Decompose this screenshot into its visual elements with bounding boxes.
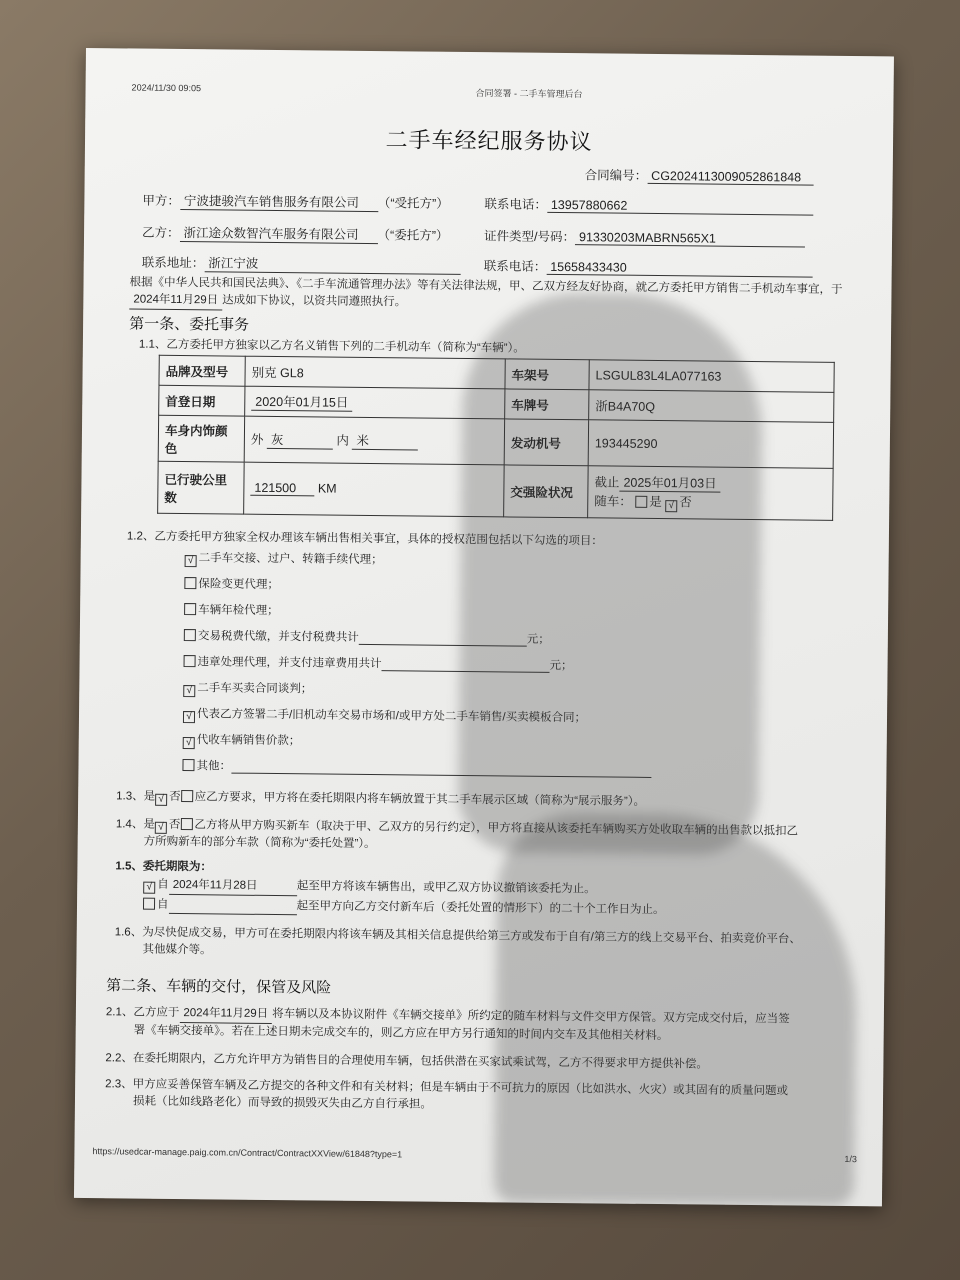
insurance-cell [588,466,834,521]
party-b-phone-label: 联系电话： [483,259,547,274]
clause-1-6 [114,924,854,966]
option-sign-contract-checkbox[interactable]: √ [183,711,195,723]
vin-value: LSGUL83L4LA077163 [589,360,834,393]
party-b-id-label: 证件类型/号码： [483,229,576,245]
clause-1-4-text-2: 方所购新车的部分车款（简称为“委托处置”）。 [143,835,376,851]
party-a-role: （“受托方”） [377,196,449,211]
option-violation-checkbox[interactable] [184,655,196,667]
clause-1-4-text: 乙方将从甲方购买新车（取决于甲、乙双方的另行约定），甲方将直接从该委托车辆购买方处收取车辆的出售款以抵扣乙 [194,819,799,838]
party-a-phone-row [484,194,813,215]
contract-number-label: 合同编号： [584,168,648,183]
ins-until-date: 2025年01月03日 [619,473,720,493]
clause-2-3 [105,1076,857,1118]
clause-1-3-yes-checkbox[interactable]: √ [155,794,167,806]
clause-1-4 [116,816,856,858]
clause-1-4-yes-checkbox[interactable]: √ [155,822,167,834]
clause-2-1-text-b: 将车辆以及本协议附件《车辆交接单》所约定的随车材料与文件交甲方保管。双方完成交付后，应当签 [272,1008,790,1026]
option-other-blank [231,762,651,778]
brand-value: 别克 GL8 [245,356,505,389]
clause-1-5-a-text: 起至甲方将该车辆售出，或甲乙双方协议撤销该委托为止。 [296,880,596,896]
option-other [182,757,651,778]
party-a-label: 甲方： [142,193,180,208]
clause-1-5-b-prefix: 自 [156,898,169,911]
document-title: 二手车经纪服务协议 [385,127,593,155]
option-insurance-checkbox[interactable] [184,577,196,589]
contract-number [585,165,814,185]
option-negotiation-label: 二手车买卖合同谈判； [197,682,313,696]
option-violation-label: 违章处理代理，并支付违章费用共计 [197,656,382,671]
clause-2-1-text-c: 署《车辆交接单》。若在上述日期未完成交车的，则乙方应在甲方另行通知的时间内交车及其他相关材料。 [133,1024,669,1043]
vehicle-info-table [157,355,835,521]
intro-text-1: 根据《中华人民共和国民法典》、《二手车流通管理办法》等有关法律法规，甲、乙双方经友好协商，就乙方委托甲方销售二手机动车事宜，于 [129,276,843,296]
ins-no-label: 否 [679,495,692,510]
option-other-label: 其他： [196,760,232,773]
option-violation-suffix: 元； [549,659,573,673]
color-label: 车身内饰颜色 [158,415,244,462]
party-b-id: 91330203MABRN565X1 [575,230,805,247]
clause-1-3-no: 否 [169,790,181,804]
option-violation [184,653,573,673]
footer-page-number: 1/3 [844,1154,857,1165]
clause-1-5-a-checkbox[interactable]: √ [143,882,155,894]
reg-date-label: 首登日期 [159,385,245,416]
party-b-phone: 15658433430 [546,260,812,278]
int-color-prefix: 内 [336,433,349,448]
footer-url: https://usedcar-manage.paig.com.cn/Contract/ContractXXView/61848?type=1 [92,1146,403,1160]
clause-1-5-a-date: 2024年11月28日 [169,877,297,896]
option-tax-blank [359,633,527,647]
option-tax-suffix: 元； [526,633,550,646]
party-b-id-row [484,226,805,247]
mileage-unit: KM [317,481,337,496]
party-b-name: 浙江途众数智汽车服务有限公司 [179,223,377,244]
ins-yes-label: 是 [649,494,662,510]
option-tax-label: 交易税费代缴，并支付税费共计 [197,630,359,644]
brand-label: 品牌及型号 [159,355,245,386]
clause-1-3-yes: 1.3、是 [116,790,156,803]
option-inspection-label: 车辆年检代理； [198,604,279,618]
clause-1-5-b-blank [168,902,296,915]
clause-2-3-text-a: 2.3、甲方应妥善保管车辆及乙方提交的各种文件和有关材料；但是车辆由于不可抗力的原因（比如洪水、火灾）或其固有的质量问题或 [105,1078,789,1098]
party-b-phone-row [484,256,813,277]
option-other-checkbox[interactable] [182,759,194,771]
clause-1-3 [116,788,856,813]
print-datetime: 2024/11/30 09:05 [131,82,202,94]
party-a-phone: 13957880662 [547,198,813,216]
ins-until-prefix: 截止 [594,475,620,490]
ext-color-prefix: 外 [250,432,264,447]
clause-1-6-text: 1.6、为尽快促成交易，甲方可在委托期限内将该车辆及其相关信息提供给第三方或发布于自有/第三方的线上交易平台、拍卖竞价平台、 [114,926,801,946]
ins-no-checkbox[interactable]: √ [665,500,677,512]
clause-1-4-no: 否 [168,818,181,832]
clause-2-3-text-b: 损耗（比如线路老化）而导致的损毁灭失由乙方自行承担。 [132,1095,433,1111]
clause-2-1-date: 2024年11月29日 [179,1005,272,1024]
option-inspection-checkbox[interactable] [184,603,196,615]
option-collect-payment-label: 代收车辆销售价款； [196,734,301,748]
clause-1-1: 1.1、乙方委托甲方独家以乙方名义销售下列的二手机动车（简称为“车辆”）。 [138,338,525,355]
intro-paragraph [129,274,849,317]
party-b-row [142,223,449,245]
color-cell [244,416,504,465]
clause-1-4-yes: 1.4、是 [115,818,155,831]
clause-1-5-b [143,897,665,919]
clause-2-1-text-a: 2.1、乙方应于 [105,1006,180,1020]
engine-value: 193445290 [588,420,833,469]
option-transfer [185,549,383,569]
mileage-value: 121500 [250,481,314,497]
section2-title: 第二条、车辆的交付，保管及风险 [106,977,332,997]
contract-page [74,48,894,1206]
party-a-phone-label: 联系电话： [484,197,547,212]
option-violation-blank [381,659,549,673]
ins-yes-checkbox[interactable] [635,496,647,508]
clause-1-6-text-2: 其他媒介等。 [142,943,212,957]
option-collect-payment-checkbox[interactable]: √ [183,737,195,749]
mileage-cell [244,462,505,517]
clause-1-5-title: 1.5、委托期限为： [115,860,212,874]
option-collect-payment [183,731,301,750]
option-tax [184,627,550,647]
reg-date-value: 2020年01月15日 [251,392,352,412]
option-transfer-checkbox[interactable]: √ [185,555,197,567]
print-app-title: 合同签署 - 二手车管理后台 [475,88,583,100]
option-negotiation [183,679,312,698]
reg-date-cell [245,386,505,419]
int-color-value: 米 [352,431,418,451]
intro-text-2: 达成如下协议，以资共同遵照执行。 [222,294,407,309]
vin-label: 车架号 [505,359,589,390]
plate-value: 浙B4A70Q [589,390,834,423]
option-transfer-label: 二手车交接、过户、转籍手续代理； [198,552,383,567]
option-sign-contract-label: 代表乙方签署二手/旧机动车交易市场和/或甲方处二手车销售/买卖模板合同； [196,708,587,725]
party-b-addr-label: 联系地址： [141,255,205,271]
mileage-label: 已行驶公里数 [158,461,245,514]
option-sign-contract [183,705,586,727]
party-a-row [142,191,449,213]
contract-number-value: CG2024113009052861848 [647,169,813,186]
clause-1-5-b-text: 起至甲方向乙方交付新车后（委托处置的情形下）的二十个工作日为止。 [296,900,665,917]
intro-date: 2024年11月29日 [129,291,222,310]
party-b-label: 乙方： [141,225,180,240]
clause-2-1 [106,1004,858,1047]
clause-1-5-a-prefix: 自 [157,878,169,891]
party-b-role: （“委托方”） [377,228,449,243]
engine-label: 发动机号 [504,419,588,466]
clause-2-2: 2.2、在委托期限内，乙方允许甲方为销售目的合理使用车辆，包括供潜在买家试乘试驾，乙方不得要求甲方提供补偿。 [105,1052,708,1071]
party-a-name: 宁波捷骏汽车销售服务有限公司 [180,191,378,212]
clause-1-2: 1.2、乙方委托甲方独家全权办理该车辆出售相关事宜，具体的授权范围包括以下勾选的项目： [126,530,603,548]
option-tax-checkbox[interactable] [184,629,196,641]
option-insurance-label: 保险变更代理； [198,578,279,592]
option-inspection [184,601,279,618]
option-negotiation-checkbox[interactable]: √ [183,685,195,697]
clause-1-3-no-checkbox[interactable] [181,790,193,802]
plate-label: 车牌号 [505,389,589,420]
clause-1-4-no-checkbox[interactable] [180,818,192,830]
clause-1-5-a [143,877,596,900]
section1-title: 第一条、委托事务 [129,315,250,334]
party-b-addr: 浙江宁波 [204,253,460,275]
option-insurance [184,575,279,592]
clause-1-5-b-checkbox[interactable] [143,898,155,910]
party-b-addr-row [142,253,461,275]
insurance-label: 交强险状况 [504,465,589,518]
clause-1-3-text: 应乙方要求，甲方将在委托期限内将车辆放置于其二手车展示区域（简称为“展示服务”）。 [194,791,646,808]
ext-color-value: 灰 [267,430,333,450]
ins-follow-label: 随车： [594,494,632,509]
